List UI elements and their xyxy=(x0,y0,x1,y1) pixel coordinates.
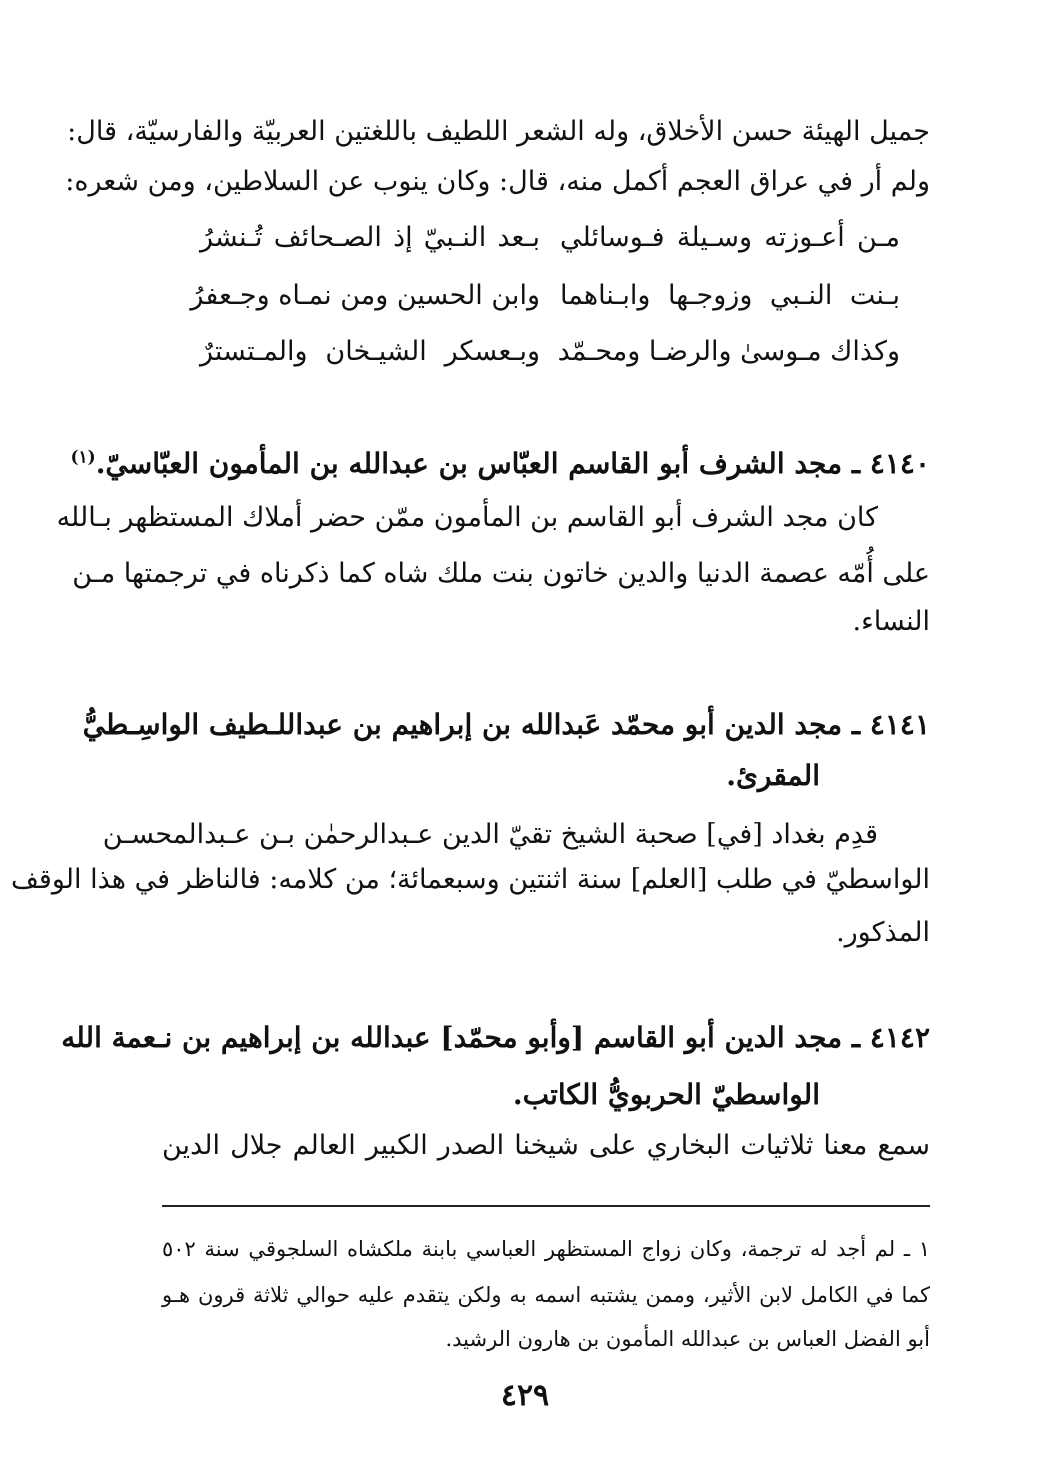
page-number: ٤٢٩ xyxy=(500,1378,550,1413)
verse-1-second-hemistich: بـعد النـبيّ إذ الصـحائف تُـنشرُ xyxy=(200,222,540,253)
intro-line-1: جميل الهيئة حسن الأخلاق، وله الشعر اللطيف باللغتين العربيّة والفارسيّة، قال: xyxy=(67,116,930,147)
verse-3-first-hemistich: وكذاك مـوسىٰ والرضـا ومحـمّد xyxy=(557,336,900,367)
entry-4141-body-3: المذكور. xyxy=(836,917,930,948)
footnote-ref-1[interactable]: (١) xyxy=(70,447,96,468)
footnote-line-1: ١ ـ لم أجد له ترجمة، وكان زواج المستظهر العباسي بابنة ملكشاه السلجوقي سنة ٥٠٢ xyxy=(162,1237,930,1261)
entry-4142-heading: ٤١٤٢ ـ مجد الدين أبو القاسم [وأبو محمّد] عبدالله بن إبراهيم بن نـعمة الله xyxy=(61,1021,930,1054)
poem-verse-1 xyxy=(200,218,900,258)
entry-4141-heading: ٤١٤١ ـ مجد الدين أبو محمّد عَبدالله بن إبراهيم بن عبداللـطيف الواسِـطيُّ xyxy=(82,708,930,741)
verse-2-second-hemistich: وابن الحسين ومن نمـاه وجـعفرُ xyxy=(190,280,540,311)
entry-4141-body-1: قدِم بغداد [في] صحبة الشيخ تقيّ الدين عـبدالرحمٰن بـن عـبدالمحسـن xyxy=(102,819,878,850)
verse-1-first-hemistich: مـن أعـوزته وسـيلة فـوسائلي xyxy=(560,222,900,253)
entry-4140-body-2: على أُمّه عصمة الدنيا والدين خاتون بنت ملك شاه كما ذكرناه في ترجمتها مـن xyxy=(72,558,930,589)
entry-4140-body-1: كان مجد الشرف أبو القاسم بن المأمون ممّن حضر أملاك المستظهر بـالله xyxy=(56,502,878,533)
entry-4140-body-3: النساء. xyxy=(852,606,930,637)
entry-4141-body-2: الواسطيّ في طلب [العلم] سنة اثنتين وسبعمائة؛ من كلامه: فالناظر في هذا الوقف xyxy=(10,864,930,895)
poem-verse-3 xyxy=(200,332,900,372)
footnote-line-3: أبو الفضل العباس بن عبدالله المأمون بن هارون الرشيد. xyxy=(445,1327,930,1351)
entry-4142-body-1: سمع معنا ثلاثيات البخاري على شيخنا الصدر الكبير العالم جلال الدين xyxy=(162,1130,930,1161)
entry-4141-heading-cont: المقرئ. xyxy=(726,759,820,792)
entry-4140-heading xyxy=(70,444,930,484)
intro-line-2: ولم أر في عراق العجم أكمل منه، قال: وكان ينوب عن السلاطين، ومن شعره: xyxy=(65,166,930,197)
verse-2-first-hemistich: بـنت النـبي وزوجـها وابـناهما xyxy=(560,280,900,311)
footnote-line-2: كما في الكامل لابن الأثير، وممن يشتبه اسمه به ولكن يتقدم عليه حوالي ثلاثة قرون هـو xyxy=(162,1283,930,1307)
footnote-separator xyxy=(162,1205,930,1207)
entry-4140-heading-text: ٤١٤٠ ـ مجد الشرف أبو القاسم العبّاس بن عبدالله بن المأمون العبّاسيّ. xyxy=(95,447,930,480)
verse-3-second-hemistich: وبـعسكر الشيـخان والمـتسترٌ xyxy=(200,336,540,367)
entry-4142-heading-cont: الواسطيّ الحربويُّ الكاتب. xyxy=(512,1078,820,1111)
poem-verse-2 xyxy=(190,276,900,316)
